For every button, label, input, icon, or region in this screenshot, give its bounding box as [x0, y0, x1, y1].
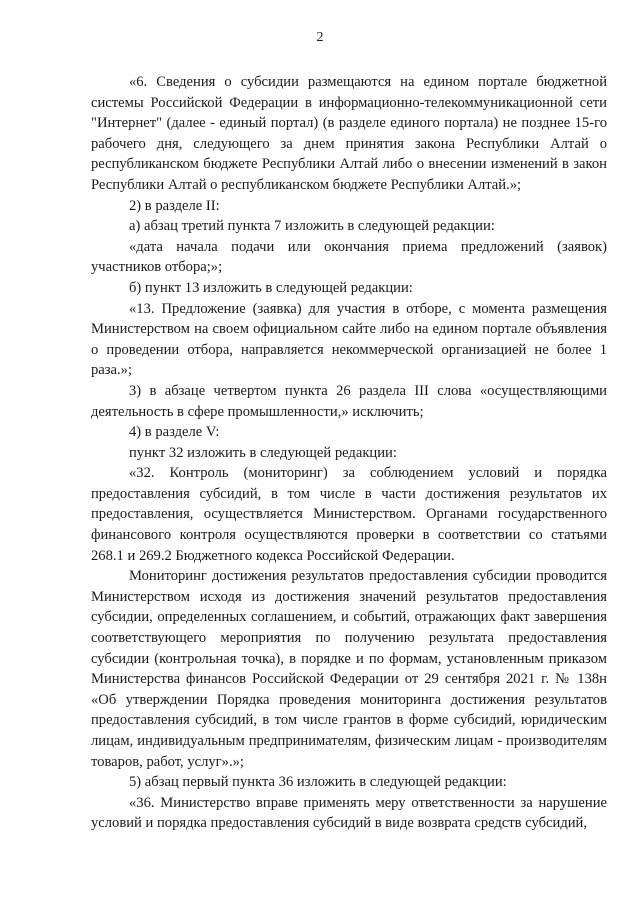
paragraph-item-7: а) абзац третий пункта 7 изложить в следующей редакции: — [129, 218, 495, 235]
paragraph-item-26: 3) в абзаце четвертом пункта 26 раздела III слова «осуществляющими деятельность в сфере промышленности,» исключить; — [91, 382, 607, 420]
paragraph-monitoring: Мониторинг достижения результатов предоставления субсидии проводится Министерством исходя из достижения значений результатов предоставления субсидии, определенных соглашением, и событий, отражающих факт завершения соответствующего мероприятия по получению результата предоставления субсидии (контрольная точка), в порядке и по формам, установленным приказом Министерства финансов Российской Федерации от 29 сентября 2021 г. № 138н «Об утверждении Порядка проведения мониторинга достижения результатов предоставления субсидий, в том числе грантов в форме субсидий, юридическим лицам, индивидуальным предпринимателям, физическим лицам - производителям товаров, работ, услуг».»; — [91, 568, 607, 770]
paragraph-subsidy-info: «6. Сведения о субсидии размещаются на едином портале бюджетной системы Российской Федерации в информационно-телекоммуникационной сети "Интернет" (далее - единый портал) (в разделе единого портала) не позднее 15-го рабочего дня, следующего за днем принятия закона Республики Алтай о республиканском бюджете Республики Алтай либо о внесении изменений в закон Республики Алтай о республиканском бюджете Республики Алтай.»; — [91, 74, 607, 193]
page-number: 2 — [316, 30, 324, 45]
document-body — [91, 72, 607, 834]
paragraph-item-13-text: «13. Предложение (заявка) для участия в отборе, с момента размещения Министерством на своем официальном сайте либо на едином портале объявления о проведении отбора, направляется некоммерческой организацией не более 1 раза.»; — [91, 300, 607, 379]
paragraph-item-13: б) пункт 13 изложить в следующей редакции: — [129, 279, 413, 296]
paragraph-item-36: 5) абзац первый пункта 36 изложить в следующей редакции: — [129, 774, 507, 791]
paragraph-item-7-text: «дата начала подачи или окончания приема предложений (заявок) участников отбора;»; — [91, 238, 607, 276]
paragraph-section-ii: 2) в разделе II: — [129, 197, 220, 214]
paragraph-section-v: 4) в разделе V: — [129, 424, 220, 441]
paragraph-item-32-text: «32. Контроль (мониторинг) за соблюдением условий и порядка предоставления субсидий, в том числе в части достижения результатов их предоставления, осуществляется Министерством. Органами государственного финансового контроля осуществляются проверки в соответствии со статьями 268.1 и 269.2 Бюджетного кодекса Российской Федерации. — [91, 465, 607, 564]
paragraph-item-36-text: «36. Министерство вправе применять меру ответственности за нарушение условий и порядка предоставления субсидий в виде возврата средств субсидий, — [91, 794, 607, 832]
paragraph-item-32: пункт 32 изложить в следующей редакции: — [129, 444, 397, 461]
